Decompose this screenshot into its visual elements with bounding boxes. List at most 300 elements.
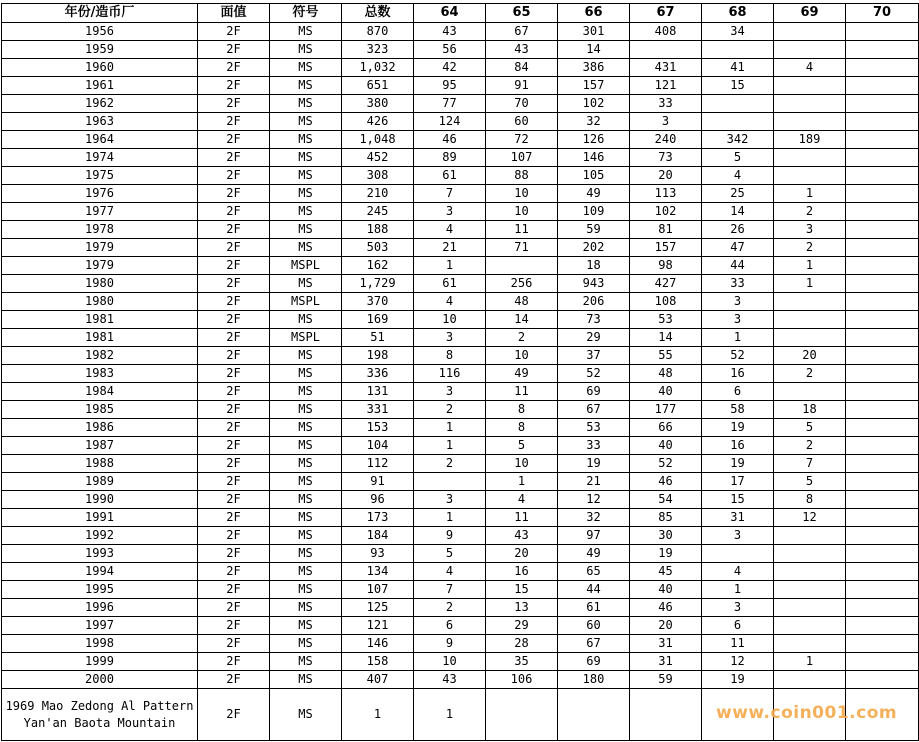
table-cell: 7 xyxy=(414,581,486,599)
table-cell: 1 xyxy=(414,257,486,275)
table-cell: 153 xyxy=(342,419,414,437)
table-cell xyxy=(846,347,919,365)
table-cell xyxy=(846,149,919,167)
table-body xyxy=(2,23,919,741)
table-cell: 12 xyxy=(702,653,774,671)
table-cell: 1 xyxy=(414,509,486,527)
table-cell: 131 xyxy=(342,383,414,401)
table-cell: 52 xyxy=(558,365,630,383)
table-cell: 3 xyxy=(630,113,702,131)
table-cell: 13 xyxy=(486,599,558,617)
table-cell: 4 xyxy=(414,563,486,581)
table-cell: 2000 xyxy=(2,671,198,689)
column-header: 69 xyxy=(774,4,846,23)
table-cell: MS xyxy=(270,473,342,491)
column-header: 总数 xyxy=(342,4,414,23)
table-cell: 126 xyxy=(558,131,630,149)
table-cell: 1978 xyxy=(2,221,198,239)
table-cell: MS xyxy=(270,185,342,203)
table-row xyxy=(2,257,919,275)
table-cell xyxy=(846,77,919,95)
table-cell: 2F xyxy=(198,491,270,509)
table-cell: 10 xyxy=(414,311,486,329)
table-cell: 2F xyxy=(198,59,270,77)
table-cell: 240 xyxy=(630,131,702,149)
table-row xyxy=(2,563,919,581)
table-cell: 3 xyxy=(414,203,486,221)
table-cell xyxy=(846,419,919,437)
table-cell: 44 xyxy=(702,257,774,275)
table-cell: 109 xyxy=(558,203,630,221)
table-cell: 10 xyxy=(486,347,558,365)
table-cell: 245 xyxy=(342,203,414,221)
table-cell: 386 xyxy=(558,59,630,77)
table-cell: 25 xyxy=(702,185,774,203)
table-row xyxy=(2,527,919,545)
table-cell: 2F xyxy=(198,581,270,599)
table-cell: 1979 xyxy=(2,239,198,257)
table-row xyxy=(2,635,919,653)
table-cell: 35 xyxy=(486,653,558,671)
watermark: www.coin001.com xyxy=(716,703,898,723)
table-cell: 4 xyxy=(486,491,558,509)
table-cell xyxy=(702,41,774,59)
table-row xyxy=(2,95,919,113)
table-cell: 8 xyxy=(414,347,486,365)
table-cell: 2F xyxy=(198,383,270,401)
table-cell: 7 xyxy=(414,185,486,203)
table-row xyxy=(2,491,919,509)
table-cell: 65 xyxy=(558,563,630,581)
table-cell: 113 xyxy=(630,185,702,203)
table-cell: 53 xyxy=(558,419,630,437)
table-cell: MS xyxy=(270,617,342,635)
table-cell: 2F xyxy=(198,329,270,347)
table-cell xyxy=(846,473,919,491)
table-cell: 426 xyxy=(342,113,414,131)
table-cell: 2F xyxy=(198,167,270,185)
table-cell: 651 xyxy=(342,77,414,95)
table-cell xyxy=(846,311,919,329)
table-cell xyxy=(846,59,919,77)
table-cell: 14 xyxy=(486,311,558,329)
table-cell: 4 xyxy=(774,59,846,77)
table-cell: 31 xyxy=(702,509,774,527)
table-cell: MS xyxy=(270,275,342,293)
table-cell xyxy=(774,599,846,617)
table-cell: 2 xyxy=(414,599,486,617)
column-header: 67 xyxy=(630,4,702,23)
column-header: 68 xyxy=(702,4,774,23)
table-cell xyxy=(774,149,846,167)
table-cell: 2 xyxy=(414,455,486,473)
table-row xyxy=(2,365,919,383)
table-cell xyxy=(846,455,919,473)
table-cell: 2 xyxy=(774,365,846,383)
table-cell: 89 xyxy=(414,149,486,167)
table-row xyxy=(2,401,919,419)
table-cell: 31 xyxy=(630,635,702,653)
table-cell: 34 xyxy=(702,23,774,41)
table-cell: 1 xyxy=(774,257,846,275)
table-cell: 26 xyxy=(702,221,774,239)
table-cell xyxy=(846,509,919,527)
table-cell: 1981 xyxy=(2,329,198,347)
table-cell: 2F xyxy=(198,23,270,41)
table-cell xyxy=(774,41,846,59)
table-cell: 20 xyxy=(774,347,846,365)
table-cell: 10 xyxy=(414,653,486,671)
table-cell: 46 xyxy=(630,473,702,491)
table-cell: 48 xyxy=(630,365,702,383)
table-cell: 1981 xyxy=(2,311,198,329)
table-row xyxy=(2,383,919,401)
table-cell: 10 xyxy=(486,203,558,221)
table-cell: 10 xyxy=(486,455,558,473)
table-row xyxy=(2,419,919,437)
table-cell: MS xyxy=(270,167,342,185)
table-cell: MS xyxy=(270,671,342,689)
table-cell: 67 xyxy=(558,401,630,419)
table-cell: 11 xyxy=(702,635,774,653)
table-cell: 1 xyxy=(414,419,486,437)
table-cell: MS xyxy=(270,347,342,365)
table-cell: 51 xyxy=(342,329,414,347)
table-cell: 1995 xyxy=(2,581,198,599)
table-cell: 1979 xyxy=(2,257,198,275)
table-cell: 2 xyxy=(486,329,558,347)
table-cell: 1985 xyxy=(2,401,198,419)
table-cell: 146 xyxy=(342,635,414,653)
table-cell: 40 xyxy=(630,437,702,455)
table-cell: 67 xyxy=(486,23,558,41)
table-cell: 1976 xyxy=(2,185,198,203)
table-cell: 19 xyxy=(558,455,630,473)
table-cell: MS xyxy=(270,563,342,581)
table-cell: 173 xyxy=(342,509,414,527)
table-cell: 1969 Mao Zedong Al Pattern Yan'an Baota Mountain xyxy=(2,689,198,741)
table-cell: 33 xyxy=(702,275,774,293)
column-header: 年份/造币厂 xyxy=(2,4,198,23)
table-cell: MS xyxy=(270,203,342,221)
table-cell: 1960 xyxy=(2,59,198,77)
table-cell: 124 xyxy=(414,113,486,131)
table-row xyxy=(2,545,919,563)
table-cell: MSPL xyxy=(270,257,342,275)
table-cell: 49 xyxy=(486,365,558,383)
table-cell xyxy=(846,401,919,419)
table-cell: 6 xyxy=(414,617,486,635)
table-cell: 61 xyxy=(414,167,486,185)
table-cell: 2F xyxy=(198,635,270,653)
table-cell: 184 xyxy=(342,527,414,545)
table-cell xyxy=(846,581,919,599)
table-cell: 107 xyxy=(486,149,558,167)
table-cell: 5 xyxy=(414,545,486,563)
table-cell: MS xyxy=(270,365,342,383)
table-cell: 370 xyxy=(342,293,414,311)
table-cell: 55 xyxy=(630,347,702,365)
table-cell: 95 xyxy=(414,77,486,95)
table-cell: 2F xyxy=(198,77,270,95)
table-cell: 2 xyxy=(774,239,846,257)
table-cell: MS xyxy=(270,653,342,671)
table-cell: 2F xyxy=(198,545,270,563)
table-cell: 189 xyxy=(774,131,846,149)
table-cell: MS xyxy=(270,59,342,77)
table-cell: 44 xyxy=(558,581,630,599)
table-cell: 146 xyxy=(558,149,630,167)
table-cell: 1999 xyxy=(2,653,198,671)
table-cell: 2F xyxy=(198,689,270,741)
table-cell: 16 xyxy=(702,437,774,455)
table-cell: 21 xyxy=(414,239,486,257)
table-cell: 1,729 xyxy=(342,275,414,293)
table-cell: 102 xyxy=(558,95,630,113)
table-cell: 2F xyxy=(198,653,270,671)
table-cell: 69 xyxy=(558,653,630,671)
table-cell: 157 xyxy=(558,77,630,95)
table-cell: 1961 xyxy=(2,77,198,95)
table-cell: MS xyxy=(270,599,342,617)
table-cell: 14 xyxy=(702,203,774,221)
table-cell: 308 xyxy=(342,167,414,185)
table-cell xyxy=(774,635,846,653)
table-cell: 3 xyxy=(702,293,774,311)
table-cell: 427 xyxy=(630,275,702,293)
table-cell xyxy=(414,473,486,491)
table-cell: 43 xyxy=(486,527,558,545)
table-cell: 2F xyxy=(198,419,270,437)
table-cell xyxy=(702,545,774,563)
table-cell: 1980 xyxy=(2,275,198,293)
table-cell: 2F xyxy=(198,509,270,527)
table-cell: 1 xyxy=(774,275,846,293)
table-cell xyxy=(486,689,558,741)
table-row xyxy=(2,455,919,473)
table-cell xyxy=(846,221,919,239)
table-row xyxy=(2,581,919,599)
table-cell: 77 xyxy=(414,95,486,113)
table-cell: 2F xyxy=(198,113,270,131)
table-cell: MSPL xyxy=(270,329,342,347)
table-cell: 1988 xyxy=(2,455,198,473)
table-cell: 342 xyxy=(702,131,774,149)
table-cell: MS xyxy=(270,581,342,599)
table-row xyxy=(2,131,919,149)
table-cell: 2F xyxy=(198,401,270,419)
table-cell: 3 xyxy=(702,599,774,617)
table-cell: 12 xyxy=(558,491,630,509)
table-cell: 188 xyxy=(342,221,414,239)
table-cell xyxy=(846,293,919,311)
table-cell xyxy=(846,653,919,671)
table-cell: 1977 xyxy=(2,203,198,221)
table-row xyxy=(2,59,919,77)
table-cell: 59 xyxy=(558,221,630,239)
table-cell: MS xyxy=(270,77,342,95)
table-cell: MS xyxy=(270,149,342,167)
table-cell: 7 xyxy=(774,455,846,473)
table-cell: 1983 xyxy=(2,365,198,383)
table-cell: 1990 xyxy=(2,491,198,509)
table-cell: 2F xyxy=(198,599,270,617)
table-cell: 1992 xyxy=(2,527,198,545)
table-row xyxy=(2,167,919,185)
table-cell xyxy=(846,239,919,257)
table-cell: 73 xyxy=(558,311,630,329)
table-cell: 2F xyxy=(198,617,270,635)
table-cell: 2 xyxy=(414,401,486,419)
table-cell xyxy=(774,23,846,41)
table-cell: 15 xyxy=(702,77,774,95)
table-cell: 12 xyxy=(774,509,846,527)
table-cell: MS xyxy=(270,437,342,455)
table-cell: 61 xyxy=(558,599,630,617)
table-cell: 91 xyxy=(342,473,414,491)
table-cell: 198 xyxy=(342,347,414,365)
table-cell: 1982 xyxy=(2,347,198,365)
table-cell: 69 xyxy=(558,383,630,401)
table-cell: MS xyxy=(270,545,342,563)
table-cell: 121 xyxy=(630,77,702,95)
table-cell: 134 xyxy=(342,563,414,581)
table-cell: 14 xyxy=(630,329,702,347)
table-cell: 1991 xyxy=(2,509,198,527)
table-cell: 84 xyxy=(486,59,558,77)
table-cell xyxy=(486,257,558,275)
table-cell: 1 xyxy=(774,653,846,671)
table-cell xyxy=(774,383,846,401)
table-cell: 8 xyxy=(774,491,846,509)
table-cell xyxy=(774,293,846,311)
table-cell: 503 xyxy=(342,239,414,257)
table-cell: 1 xyxy=(774,185,846,203)
column-header: 65 xyxy=(486,4,558,23)
table-cell xyxy=(774,581,846,599)
table-cell: 1 xyxy=(486,473,558,491)
table-cell xyxy=(774,617,846,635)
table-cell: 61 xyxy=(414,275,486,293)
table-cell: 408 xyxy=(630,23,702,41)
table-cell: 1994 xyxy=(2,563,198,581)
column-header: 66 xyxy=(558,4,630,23)
table-cell: 106 xyxy=(486,671,558,689)
table-cell: 4 xyxy=(702,167,774,185)
table-cell: 1986 xyxy=(2,419,198,437)
table-cell: 29 xyxy=(558,329,630,347)
table-cell: 33 xyxy=(558,437,630,455)
table-cell: 2F xyxy=(198,527,270,545)
table-cell: 52 xyxy=(630,455,702,473)
table-cell xyxy=(846,275,919,293)
table-cell: 2 xyxy=(774,437,846,455)
table-cell xyxy=(846,383,919,401)
table-cell: 52 xyxy=(702,347,774,365)
table-cell: 49 xyxy=(558,545,630,563)
table-cell: 452 xyxy=(342,149,414,167)
table-cell xyxy=(846,527,919,545)
table-cell xyxy=(846,185,919,203)
table-cell: 2F xyxy=(198,455,270,473)
table-row xyxy=(2,203,919,221)
table-cell: 1 xyxy=(702,329,774,347)
table-cell: 3 xyxy=(774,221,846,239)
table-cell: 15 xyxy=(486,581,558,599)
table-cell: 105 xyxy=(558,167,630,185)
table-cell: 43 xyxy=(486,41,558,59)
table-cell: 10 xyxy=(486,185,558,203)
table-cell: 2 xyxy=(774,203,846,221)
table-cell: 1,048 xyxy=(342,131,414,149)
table-row xyxy=(2,437,919,455)
table-cell: 3 xyxy=(414,491,486,509)
table-cell xyxy=(846,365,919,383)
table-cell: 18 xyxy=(774,401,846,419)
table-cell: MS xyxy=(270,419,342,437)
table-cell: MS xyxy=(270,95,342,113)
table-row xyxy=(2,311,919,329)
table-cell xyxy=(846,635,919,653)
table-cell: 19 xyxy=(702,419,774,437)
table-cell xyxy=(630,689,702,741)
table-cell: 6 xyxy=(702,383,774,401)
table-row xyxy=(2,149,919,167)
table-cell xyxy=(774,95,846,113)
table-cell: 157 xyxy=(630,239,702,257)
table-cell xyxy=(774,563,846,581)
table-row xyxy=(2,509,919,527)
table-cell: 15 xyxy=(702,491,774,509)
table-cell: 59 xyxy=(630,671,702,689)
table-cell: 1 xyxy=(414,437,486,455)
table-cell: 81 xyxy=(630,221,702,239)
table-cell: 32 xyxy=(558,509,630,527)
table-cell: 30 xyxy=(630,527,702,545)
table-cell xyxy=(846,671,919,689)
table-cell: 42 xyxy=(414,59,486,77)
table-cell: 336 xyxy=(342,365,414,383)
table-cell: 2F xyxy=(198,95,270,113)
table-cell: 56 xyxy=(414,41,486,59)
table-cell: MS xyxy=(270,383,342,401)
table-cell: 1,032 xyxy=(342,59,414,77)
table-cell: 70 xyxy=(486,95,558,113)
table-cell: 3 xyxy=(414,383,486,401)
table-cell: 301 xyxy=(558,23,630,41)
table-cell: 1996 xyxy=(2,599,198,617)
table-cell: 6 xyxy=(702,617,774,635)
table-cell: 3 xyxy=(702,527,774,545)
coin-census-table xyxy=(1,3,919,741)
table-cell: 331 xyxy=(342,401,414,419)
table-cell: 19 xyxy=(630,545,702,563)
table-cell: MS xyxy=(270,491,342,509)
table-cell: 9 xyxy=(414,635,486,653)
table-cell: 97 xyxy=(558,527,630,545)
table-cell xyxy=(846,599,919,617)
table-cell: 180 xyxy=(558,671,630,689)
table-cell: 19 xyxy=(702,671,774,689)
table-cell: MS xyxy=(270,41,342,59)
table-cell: 5 xyxy=(774,419,846,437)
column-header: 符号 xyxy=(270,4,342,23)
table-cell: MS xyxy=(270,311,342,329)
table-cell: MS xyxy=(270,527,342,545)
table-cell: 1956 xyxy=(2,23,198,41)
table-cell: 2F xyxy=(198,41,270,59)
table-cell: 3 xyxy=(702,311,774,329)
